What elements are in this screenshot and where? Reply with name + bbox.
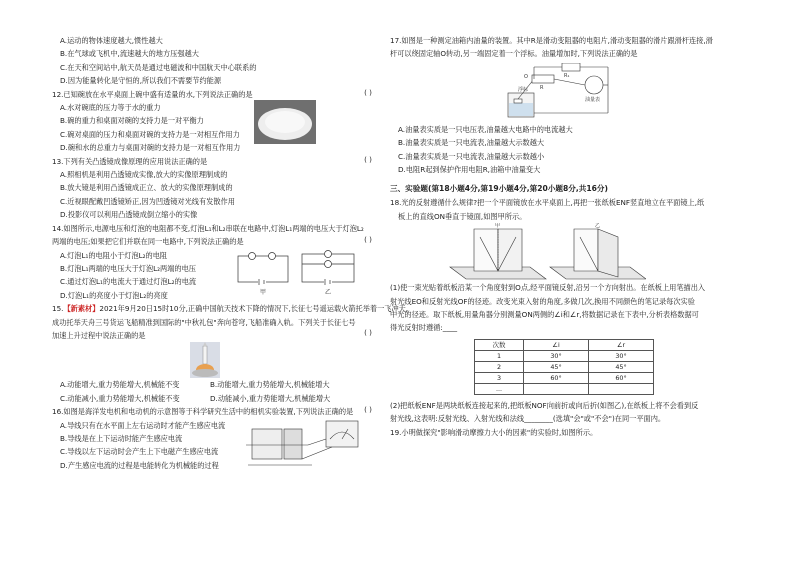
q14-stem: 14.如图所示,电源电压和灯泡的电阻都不变,灯泡L₁和L₂串联在电路中,灯泡L₁两端的电压大于灯泡L₂ (52, 223, 364, 233)
q18-sub1-line2: 射光线EO和反射光线OF的径迹。改变光束入射的角度,多做几次,换用不同颜色的笔记录每次实验 (390, 296, 695, 306)
fuel-gauge-figure (498, 63, 618, 123)
q13-stem: 13.下列有关凸透镜成像原理的应用说法正确的是 (52, 156, 208, 166)
q13-answer-paren: ( ) (364, 154, 372, 164)
table-cell: 45° (589, 361, 654, 372)
left-column (52, 34, 409, 472)
section-3-heading: 三、实验题(第18小题4分,第19小题4分,第20小题8分,共16分) (390, 184, 608, 194)
q14 (52, 222, 372, 302)
q13-option-a: A.照相机是利用凸透镜成实像,放大的实像原理制成的 (60, 170, 228, 180)
q13 (52, 155, 372, 222)
table-header-cell: ∠r (589, 339, 654, 350)
table-cell: ... (475, 383, 524, 394)
table-cell: 30° (589, 350, 654, 361)
mirror-reflection-figures (446, 223, 646, 281)
table-cell: 30° (524, 350, 589, 361)
q17-label-r: R (540, 84, 544, 91)
q18-sub2-line1: (2)把纸板ENF是两块纸板连接起来的,把纸板NOF向前折或向后折(如图乙),在纸板上将不会看到反 (390, 400, 699, 410)
table-row (475, 383, 654, 394)
table-cell: 45° (524, 361, 589, 372)
q14-option-a: A.灯泡L₁的电阻小于灯泡L₂的电阻 (60, 250, 168, 260)
q17-label-r1: R₁ (564, 72, 570, 79)
q14-answer-paren: ( ) (364, 234, 372, 244)
table-header-cell: 次数 (475, 339, 524, 350)
q13-option-c: C.近视眼配戴凹透镜矫正,因为凹透镜对光线有发散作用 (60, 196, 235, 206)
table-row (475, 350, 654, 361)
q12-stem: 12.已知碗放在水平桌面上碗中盛有适量的水,下列说法正确的是 (52, 89, 253, 99)
q18-fig-label-b: 乙 (595, 223, 601, 230)
rocket-launch-photo (190, 342, 220, 378)
table-cell: 1 (475, 350, 524, 361)
q17-option-d: D.电阻R起到保护作用电阻R,油箱中油量变大 (398, 165, 541, 175)
q13-option-d: D.投影仪可以利用凸透镜成倒立缩小的实像 (60, 210, 198, 220)
q12-option-a: A.水对碗底的压力等于水的重力 (60, 103, 161, 113)
q16-option-a: A.导线只有在水平面上左右运动时才能产生感应电流 (60, 420, 226, 430)
q17-label-o: O (524, 73, 528, 80)
q14-option-b: B.灯泡L₁两端的电压大于灯泡L₂两端的电压 (60, 263, 196, 273)
table-cell: 2 (475, 361, 524, 372)
q14-fig-label-a: 甲 (260, 288, 267, 296)
q17-label-float: 浮标 (518, 86, 529, 93)
q17-option-a: A.油量表实质是一只电压表,油量越大电路中的电流越大 (398, 124, 573, 134)
q16-option-d: D.产生感应电流的过程是电能转化为机械能的过程 (60, 460, 219, 470)
q16 (52, 405, 372, 472)
q15-option-d: D.动能减小,重力势能增大,机械能增大 (210, 393, 331, 403)
q15-stem-line1 (52, 302, 409, 315)
table-header-cell: ∠i (524, 339, 589, 350)
q12-option-d: D.碗和水的总重力与桌面对碗的支持力是一对相互作用力 (60, 143, 241, 153)
q18-data-table (474, 339, 654, 395)
q11-option-b: B.在气球或飞机中,流速越大的地方压强越大 (60, 49, 199, 59)
q11-option-c: C.在天和空间站中,航天员是通过电磁波和中国航天中心联系的 (60, 62, 257, 72)
q15-stem: 2021年9月20日15时10分,正确中国航天技术下降的情况下,长征七号遥运载火箭托举着一飞冲天, (99, 304, 409, 314)
q16-option-b: B.导线是在上下运动时能产生感应电流 (60, 433, 183, 443)
q19-stem: 19.小明做探究"影响滑动摩擦力大小的因素"的实验时,如图所示。 (390, 427, 598, 437)
q14-fig-label-b: 乙 (325, 288, 332, 296)
q18-sub1-line4: 得光反射时遵循:____ (390, 323, 458, 333)
q15-new-material-tag: 【新素材】 (63, 304, 100, 314)
q18-stem-cont: 板上的直线ON垂直于镜面,如图甲所示。 (398, 211, 527, 221)
q14-stem-cont: 两端的电压;如果把它们并联在同一电路中,下列说法正确的是 (52, 237, 244, 247)
table-cell: 60° (589, 372, 654, 383)
q15-option-a: A.动能增大,重力势能增大,机械能不变 (60, 380, 180, 390)
q18-sub1-line1: (1)使一束光贴着纸板沿某一个角度射到O点,经平面镜反射,沿另一个方向射出。在纸板上用笔描出入 (390, 283, 706, 293)
q11-option-a: A.运动的物体速度越大,惯性越大 (60, 36, 163, 45)
q15-options (52, 378, 372, 405)
q15-option-b: B.动能增大,重力势能增大,机械能增大 (210, 380, 330, 390)
q15 (52, 302, 409, 405)
q15-number: 15. (52, 304, 64, 314)
q17-label-gauge: 油量表 (585, 96, 601, 103)
table-row (475, 361, 654, 372)
q14-option-c: C.通过灯泡L₁的电流大于通过灯泡L₂的电流 (60, 277, 197, 287)
q18 (390, 196, 740, 425)
table-cell (524, 383, 589, 394)
q12-option-c: C.碗对桌面的压力和桌面对碗的支持力是一对相互作用力 (60, 129, 240, 139)
q12-answer-paren: ( ) (364, 87, 372, 97)
q12 (52, 88, 372, 155)
q15-stem-cont: 成功托举天舟三号货运飞船精准到国际的"中秋礼包"奔向苍穹,飞船准确入轨。下列关于长征七号 (52, 317, 356, 327)
bowl-photo (254, 100, 316, 144)
q17-option-c: C.油量表实质是一只电流表,油量越大示数越小 (398, 151, 545, 161)
q16-option-c: C.导线以左下运动时会产生上下电磁产生感应电流 (60, 447, 219, 457)
right-column (390, 34, 740, 439)
q17-stem: 17.如图是一种测定油箱内油量的装置。其中R是滑动变阻器的电阻片,滑动变阻器的滑片跟滑杆连接,滑 (390, 36, 713, 45)
q15-stem-cont2: 加速上升过程中说法正确的是 (52, 330, 146, 340)
table-cell: 3 (475, 372, 524, 383)
q15-answer-paren: ( ) (364, 328, 372, 338)
q15-option-c: C.动能减小,重力势能增大,机械能不变 (60, 393, 180, 403)
table-cell (589, 383, 654, 394)
induction-apparatus-figure (242, 415, 362, 473)
q18-fig-label-a: 甲 (495, 223, 501, 230)
q17-stem-cont: 杆可以绕固定轴O转动,另一端固定着一个浮标。油量增加时,下列说法正确的是 (390, 49, 638, 59)
q17 (390, 34, 740, 176)
table-cell: 60° (524, 372, 589, 383)
q13-option-b: B.放大镜是利用凸透镜成正立、放大的实像原理制成的 (60, 183, 233, 193)
q14-circuit-diagrams (232, 250, 360, 296)
table-header-row (475, 339, 654, 350)
q17-option-b: B.油量表实质是一只电流表,油量越大示数越大 (398, 138, 545, 148)
q18-sub2-line2: 射光线,这表明:反射光线、入射光线和法线________(选填"会"或"不会")在同一平面内。 (390, 414, 666, 424)
q16-answer-paren: ( ) (364, 405, 372, 415)
q18-stem: 18.光的反射遵循什么规律?把一个平面镜放在水平桌面上,再把一张纸板ENF竖直地立在平面镜上,纸 (390, 198, 705, 208)
q11-option-d: D.因为能量转化是守恒的,所以我们不需要节约能源 (60, 76, 222, 86)
q18-sub1-line3: 中光的径迹。取下纸板,用量角器分别测量ON两侧的∠i和∠r,将数据记录在下表中,分析表格数据可 (390, 310, 699, 320)
q14-option-d: D.灯泡L₁的亮度小于灯泡L₂的亮度 (60, 290, 168, 300)
table-row (475, 372, 654, 383)
q12-option-b: B.碗的重力和桌面对碗的支持力是一对平衡力 (60, 116, 204, 126)
q16-stem: 16.如图是海洋发电机和电动机的示意图等于科学研究生活中的相机实验装置,下列说法正确的是 (52, 407, 354, 417)
